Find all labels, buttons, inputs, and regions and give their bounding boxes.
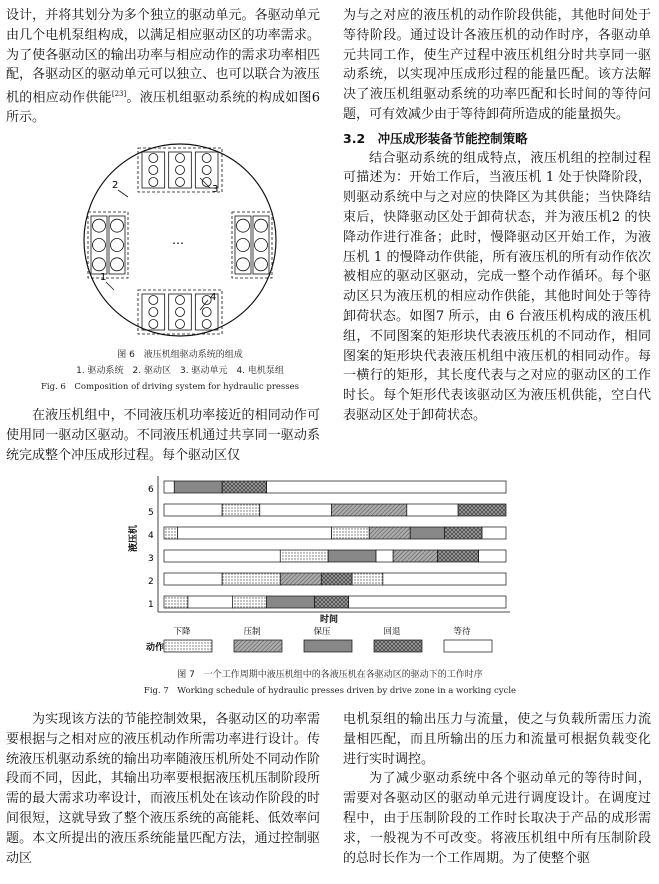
motor-pump-circle (176, 166, 185, 175)
drive-unit (169, 294, 192, 330)
gantt-bar (260, 504, 332, 516)
figure-6-diagram (80, 140, 280, 340)
gantt-bar (444, 527, 482, 539)
motor-pump-circle (176, 296, 185, 305)
y-tick-label: 1 (148, 600, 154, 610)
motor-pump-circle (202, 154, 211, 163)
gantt-bar (332, 504, 407, 516)
paragraph: 在液压机组中，不同液压机功率接近的相同动作可使用同一驱动区驱动。不同液压机通过共享同一驱动系统完成整个冲压成形过程。每个驱动区仅 (6, 408, 320, 463)
motor-pump-circle (255, 219, 268, 232)
gantt-bar (164, 527, 178, 539)
figure-6-legend: 1. 驱动系统 2. 驱动区 3. 驱动单元 4. 电机泵组 (76, 366, 284, 376)
ellipsis-label: … (172, 233, 184, 247)
paragraph: 为了减少驱动系统中各个驱动单元的等待时间，需要对各驱动区的驱动单元进行调度设计。在调度过程中，由于压制阶段的工作时长取决于产品的成形需求，一般视为不可改变。将液压机组中所有压制阶段的总时长作为一个工作周期。为了使整个驱 (343, 771, 651, 866)
drive-zone (138, 148, 222, 192)
gantt-bar (222, 573, 280, 585)
motor-pump-circle (93, 219, 106, 232)
text-span: 。液压机组驱动系统的构成如图6 所示。 (6, 90, 320, 126)
gantt-bar (178, 527, 332, 539)
drive-unit (169, 152, 192, 188)
callout-1: 1 (100, 272, 107, 283)
paragraph: 为与之对应的液压机的动作阶段供能，其他时间处于等待阶段。通过设计各液压机的动作时序，各驱动单元共同工作，使生产过程中液压机组分时共享同一驱动系统，以实现冲压成形过程的能量匹配。该方法解决了液压机组驱动系统的功率匹配和长时间的等待问题，可有效减少由于等待卸荷所造成的能量损失。 (343, 8, 651, 122)
y-axis-label: 液压机 (129, 524, 139, 552)
drive-unit (195, 152, 218, 188)
y-tick-label: 6 (148, 485, 154, 495)
legend-swatch (304, 640, 352, 652)
gantt-bar (332, 527, 370, 539)
left-column-top (6, 6, 320, 128)
legend-swatch (374, 640, 422, 652)
motor-pump-circle (93, 258, 106, 271)
drive-unit (91, 216, 107, 274)
right-column-bottom (343, 710, 651, 868)
right-column-top (343, 6, 651, 426)
motor-pump-circle (255, 258, 268, 271)
gantt-bar (376, 550, 393, 562)
y-tick-label: 2 (148, 577, 154, 587)
motor-pump-circle (202, 308, 211, 317)
left-column-mid (6, 406, 320, 465)
motor-pump-circle (176, 308, 185, 317)
gantt-bar (407, 504, 458, 516)
drive-zone (88, 212, 128, 278)
gantt-bar (164, 504, 222, 516)
motor-pump-circle (149, 296, 158, 305)
motor-pump-circle (111, 258, 124, 271)
motor-pump-circle (237, 219, 250, 232)
motor-pump-circle (202, 166, 211, 175)
y-tick-label: 3 (148, 554, 154, 564)
gantt-bar (438, 550, 479, 562)
gantt-bar (328, 550, 376, 562)
motor-pump-circle (237, 258, 250, 271)
gantt-bar (479, 550, 506, 562)
text-span: 设计，并将其划分为多个独立的驱动单元。各驱动单元由几个电机泵组构成，以满足相应驱动区的功率需求。为了使各驱动区的输出功率与相应动作的需求功率相匹配，各驱动区的驱动单元可以独立、也可以联合为液压机的相应动作供能 (6, 8, 320, 106)
paragraph (6, 6, 320, 128)
gantt-bar (349, 596, 506, 608)
gantt-bar (267, 596, 315, 608)
gantt-bar (222, 481, 266, 493)
legend-label: 下降 (173, 627, 191, 637)
gantt-bar (222, 504, 260, 516)
gantt-bar (458, 504, 506, 516)
figure-7-chart (120, 474, 520, 654)
motor-pump-circle (93, 239, 106, 252)
motor-pump-circle (111, 219, 124, 232)
motor-pump-circle (255, 239, 268, 252)
figure-7-caption: 图 7 一个工作周期中液压机组中的各液压机在各驱动区的驱动下的工作时序 (177, 670, 483, 680)
drive-unit (142, 152, 165, 188)
gantt-bar (280, 550, 328, 562)
section-heading: 3.2 冲压成形装备节能控制策略 (343, 130, 528, 146)
legend-swatch (234, 640, 282, 652)
gantt-bar (174, 481, 222, 493)
motor-pump-circle (149, 308, 158, 317)
motor-pump-circle (176, 320, 185, 329)
figure-6-caption-en: Fig. 6 Composition of driving system for hydraulic presses (40, 382, 300, 392)
gantt-bar (164, 481, 174, 493)
gantt-bar (482, 527, 506, 539)
callout-3: 3 (212, 184, 219, 195)
gantt-bar (352, 573, 383, 585)
paragraph: 电机泵组的输出压力与流量，使之与负载所需压力流量相匹配，而且所输出的压力和流量可根据负载变化进行实时调控。 (343, 712, 651, 767)
gantt-bar (321, 573, 352, 585)
drive-unit (142, 294, 165, 330)
gantt-bar (267, 481, 506, 493)
callout-4: 4 (210, 292, 217, 303)
motor-pump-circle (111, 239, 124, 252)
motor-pump-circle (149, 178, 158, 187)
figure-6-caption: 图 6 液压机组驱动系统的组成 (117, 350, 243, 360)
gantt-bar (232, 596, 266, 608)
motor-pump-circle (176, 178, 185, 187)
gantt-bar (188, 596, 232, 608)
gantt-bar (164, 550, 280, 562)
motor-pump-circle (149, 166, 158, 175)
paragraph: 结合驱动系统的组成特点，液压机组的控制过程可描述为：开始工作后，当液压机 1 处于快降阶段，则驱动系统中与之对应的快降区为其供能；当快降结束后，快降驱动区处于卸荷状态，并为液压机2 的快降动作进行准备；此时，慢降驱动区开始工作，为液压机 1 的慢降动作供能，所有液压机的所有动作依次被相应的驱动区驱动，完成一整个动作循环。每个驱动区只为液压机的相应动作供能，其他时间处于等待卸荷状态。如图7 所示，由 6 台液压机构成的液压机组，不同图案的矩形块代表液压机的不同动作，相同图案的矩形块代表液压机组中液压机的相同动作。每一横行的矩形，其长度代表与之对应的驱动区的工作时长。每个矩形代表该驱动区为液压机供能，空白代表驱动区处于卸荷状态。 (343, 150, 651, 423)
citation: [23] (111, 90, 127, 99)
legend-label: 保压 (313, 627, 331, 637)
drive-unit (235, 216, 251, 274)
motor-pump-circle (176, 154, 185, 163)
legend-label: 回退 (383, 627, 401, 637)
motor-pump-circle (237, 239, 250, 252)
legend-label: 等待 (453, 627, 471, 637)
drive-unit (109, 216, 125, 274)
motor-pump-circle (149, 154, 158, 163)
callout-2: 2 (112, 180, 119, 191)
drive-zone (232, 212, 272, 278)
gantt-bar (410, 527, 444, 539)
paragraph: 为实现该方法的节能控制效果，各驱动区的功率需要根据与之相对应的液压机动作所需功率进行设计。传统液压机驱动系统的输出功率随液压机所处不同动作阶段而不同，因此，其输出功率要根据液压机压制阶段所需的最大需求功率设计，而液压机处在该动作阶段的时间很短，这就导致了整个液压系统的高能耗、低效率问题。本文所提出的液压系统能量匹配方法，通过控制驱动区 (6, 712, 320, 866)
motor-pump-circle (149, 320, 158, 329)
legend-title: 动作 (146, 643, 165, 653)
gantt-bar (280, 573, 321, 585)
motor-pump-circle (202, 320, 211, 329)
legend-swatch (164, 640, 212, 652)
y-tick-label: 4 (148, 531, 154, 541)
gantt-bar (369, 527, 410, 539)
legend-swatch (444, 640, 492, 652)
drive-unit (253, 216, 269, 274)
y-tick-label: 5 (148, 508, 154, 518)
x-axis-label: 时间 (320, 615, 339, 625)
gantt-bar (314, 596, 348, 608)
gantt-bar (383, 573, 506, 585)
gantt-bar (164, 596, 188, 608)
legend-label: 压制 (243, 627, 261, 637)
figure-7-caption-en: Fig. 7 Working schedule of hydraulic presses driven by drive zone in a working cycle (143, 686, 517, 696)
gantt-bar (393, 550, 437, 562)
left-column-bottom (6, 710, 320, 868)
gantt-bar (164, 573, 222, 585)
